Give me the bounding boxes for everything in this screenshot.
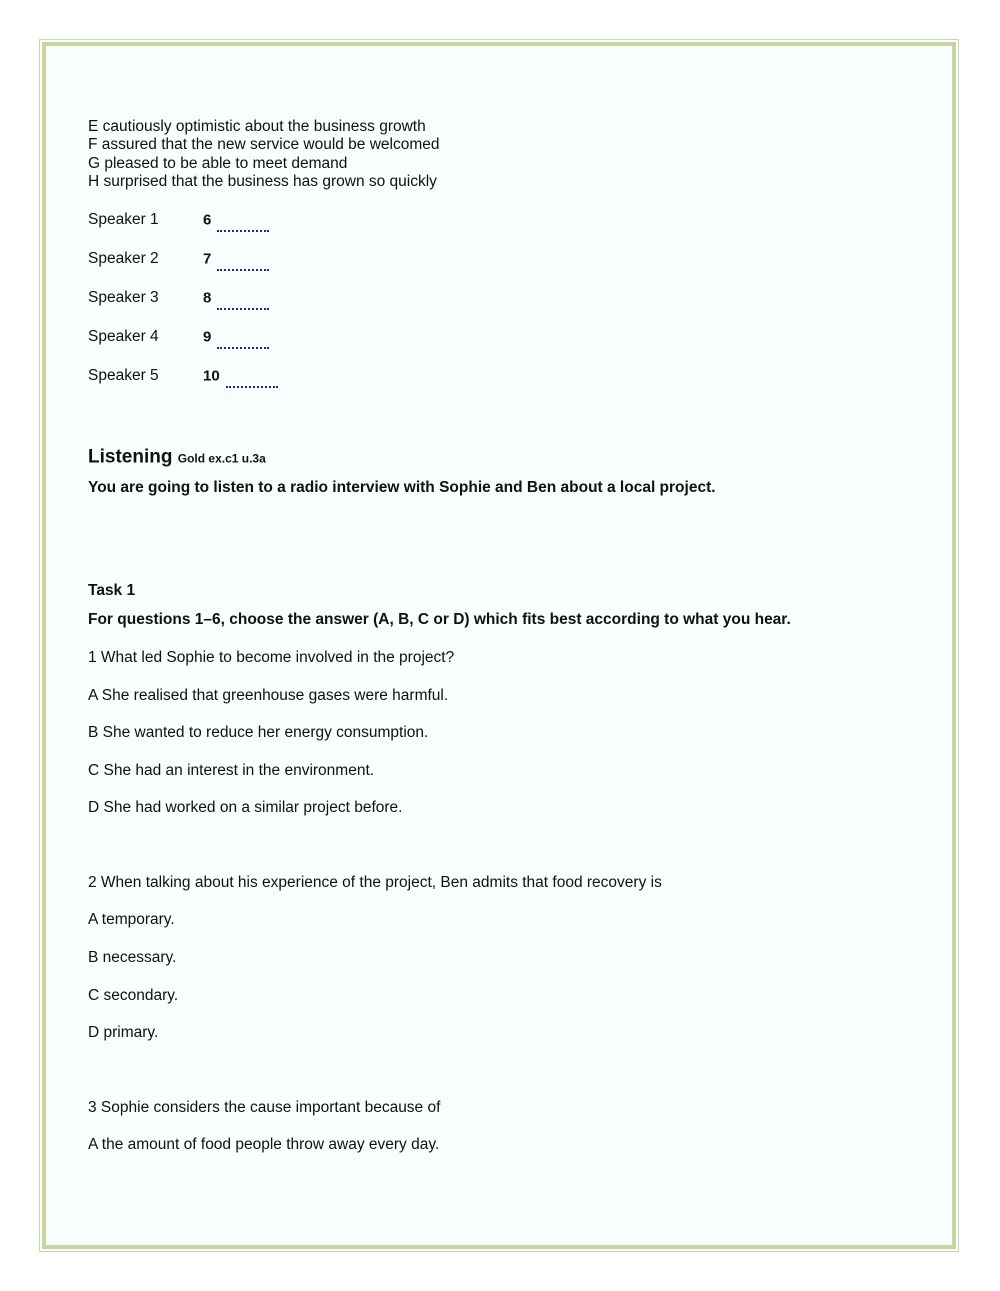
- question-2: 2 When talking about his experience of the project, Ben admits that food recovery is: [88, 874, 662, 891]
- question-1: 1 What led Sophie to become involved in the project?: [88, 649, 455, 666]
- question-3: 3 Sophie considers the cause important because of: [88, 1099, 441, 1116]
- listening-intro: You are going to listen to a radio interview with Sophie and Ben about a local project.: [88, 479, 716, 496]
- q2-option-d: D primary.: [88, 1024, 159, 1041]
- q2-option-c: C secondary.: [88, 987, 179, 1004]
- answer-input-7[interactable]: [217, 253, 269, 271]
- question-number: 6: [203, 211, 212, 229]
- listening-subtitle: Gold ex.c1 u.3a: [177, 451, 266, 466]
- answer-input-8[interactable]: [217, 292, 269, 310]
- speaker-label: Speaker 2: [88, 250, 159, 267]
- answer-input-9[interactable]: [217, 331, 269, 349]
- option-e: E cautiously optimistic about the business growth: [88, 118, 426, 135]
- q3-option-a: A the amount of food people throw away every day.: [88, 1136, 440, 1153]
- answer-input-6[interactable]: [217, 214, 269, 232]
- q1-option-b: B She wanted to reduce her energy consumption.: [88, 724, 429, 741]
- task-instructions: For questions 1–6, choose the answer (A, B, C or D) which fits best according to what you hear.: [88, 611, 791, 628]
- task-title: Task 1: [88, 582, 136, 599]
- question-number: 10: [203, 367, 220, 385]
- answer-input-10[interactable]: [226, 370, 278, 388]
- listening-heading: [88, 446, 266, 468]
- q1-option-d: D She had worked on a similar project before.: [88, 799, 403, 816]
- option-f: F assured that the new service would be welcomed: [88, 136, 440, 153]
- option-h: H surprised that the business has grown so quickly: [88, 173, 437, 190]
- question-number: 9: [203, 328, 212, 346]
- q1-option-c: C She had an interest in the environment.: [88, 762, 375, 779]
- question-number: 8: [203, 289, 212, 307]
- speaker-label: Speaker 5: [88, 367, 159, 384]
- q1-option-a: A She realised that greenhouse gases were harmful.: [88, 687, 449, 704]
- q2-option-b: B necessary.: [88, 949, 177, 966]
- listening-title: Listening: [88, 446, 173, 468]
- speaker-label: Speaker 4: [88, 328, 159, 345]
- page-border: [42, 42, 956, 1249]
- speaker-label: Speaker 3: [88, 289, 159, 306]
- q2-option-a: A temporary.: [88, 911, 175, 928]
- question-number: 7: [203, 250, 212, 268]
- option-g: G pleased to be able to meet demand: [88, 155, 348, 172]
- speaker-label: Speaker 1: [88, 211, 159, 228]
